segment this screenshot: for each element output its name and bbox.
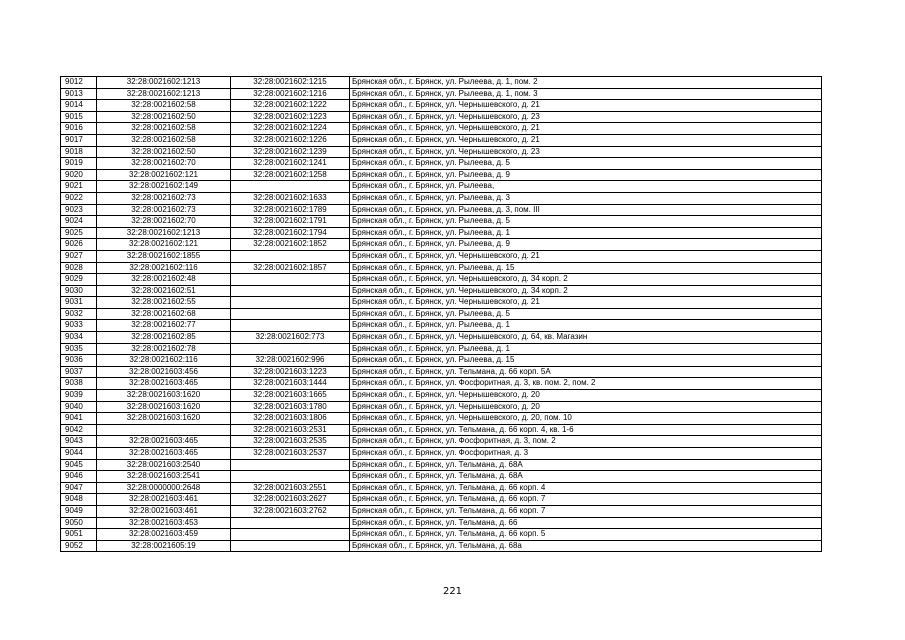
object-cadastral-number-cell: 32:28:0021602:1791 xyxy=(231,216,350,228)
address-cell: Брянская обл., г. Брянск, ул. Рылеева, д. 3, пом. III xyxy=(350,204,822,216)
address-cell: Брянская обл., г. Брянск, ул. Рылеева, д. 1 xyxy=(350,320,822,332)
address-cell: Брянская обл., г. Брянск, ул. Чернышевского, д. 34 корп. 2 xyxy=(350,285,822,297)
row-number-cell: 9013 xyxy=(61,88,97,100)
object-cadastral-number-cell: 32:28:0021602:1633 xyxy=(231,192,350,204)
row-number-cell: 9032 xyxy=(61,308,97,320)
table-row xyxy=(61,494,822,506)
page-number: 221 xyxy=(442,586,463,597)
address-cell: Брянская обл., г. Брянск, ул. Чернышевского, д. 21 xyxy=(350,123,822,135)
register-table xyxy=(60,76,822,552)
address-cell: Брянская обл., г. Брянск, ул. Чернышевского, д. 20, пом. 10 xyxy=(350,413,822,425)
object-cadastral-number-cell xyxy=(231,343,350,355)
row-number-cell: 9017 xyxy=(61,134,97,146)
cadastral-number-cell: 32:28:0021602:73 xyxy=(97,204,231,216)
address-cell: Брянская обл., г. Брянск, ул. Рылеева, д. 5 xyxy=(350,158,822,170)
row-number-cell: 9036 xyxy=(61,355,97,367)
cadastral-number-cell: 32:28:0021603:1620 xyxy=(97,390,231,402)
object-cadastral-number-cell: 32:28:0021603:1223 xyxy=(231,366,350,378)
cadastral-number-cell: 32:28:0021602:121 xyxy=(97,239,231,251)
cadastral-number-cell: 32:28:0021602:116 xyxy=(97,262,231,274)
object-cadastral-number-cell: 32:28:0021603:2627 xyxy=(231,494,350,506)
address-cell: Брянская обл., г. Брянск, ул. Чернышевского, д. 21 xyxy=(350,297,822,309)
cadastral-number-cell: 32:28:0021603:465 xyxy=(97,436,231,448)
table-row xyxy=(61,181,822,193)
address-cell: Брянская обл., г. Брянск, ул. Чернышевского, д. 23 xyxy=(350,111,822,123)
row-number-cell: 9027 xyxy=(61,250,97,262)
cadastral-number-cell: 32:28:0021603:2541 xyxy=(97,471,231,483)
cadastral-number-cell: 32:28:0021602:70 xyxy=(97,216,231,228)
row-number-cell: 9016 xyxy=(61,123,97,135)
cadastral-number-cell: 32:28:0021602:51 xyxy=(97,285,231,297)
cadastral-number-cell: 32:28:0021603:461 xyxy=(97,505,231,517)
cadastral-number-cell: 32:28:0021603:1620 xyxy=(97,401,231,413)
table-row xyxy=(61,482,822,494)
object-cadastral-number-cell: 32:28:0021602:1258 xyxy=(231,169,350,181)
address-cell: Брянская обл., г. Брянск, ул. Рылеева, д. 5 xyxy=(350,216,822,228)
table-row xyxy=(61,250,822,262)
object-cadastral-number-cell: 32:28:0021603:2551 xyxy=(231,482,350,494)
table-row xyxy=(61,88,822,100)
address-cell: Брянская обл., г. Брянск, ул. Рылеева, д. 3 xyxy=(350,192,822,204)
table-row xyxy=(61,262,822,274)
address-cell: Брянская обл., г. Брянск, ул. Рылеева, д. 1 xyxy=(350,343,822,355)
object-cadastral-number-cell: 32:28:0021602:773 xyxy=(231,332,350,344)
row-number-cell: 9021 xyxy=(61,181,97,193)
row-number-cell: 9051 xyxy=(61,529,97,541)
table-row xyxy=(61,401,822,413)
cadastral-number-cell: 32:28:0021602:73 xyxy=(97,192,231,204)
row-number-cell: 9022 xyxy=(61,192,97,204)
table-row xyxy=(61,274,822,286)
row-number-cell: 9026 xyxy=(61,239,97,251)
table-row xyxy=(61,540,822,552)
object-cadastral-number-cell xyxy=(231,274,350,286)
address-cell: Брянская обл., г. Брянск, ул. Чернышевского, д. 23 xyxy=(350,146,822,158)
address-cell: Брянская обл., г. Брянск, ул. Тельмана, д. 66 xyxy=(350,517,822,529)
cadastral-number-cell: 32:28:0000000:2648 xyxy=(97,482,231,494)
cadastral-number-cell: 32:28:0021602:1213 xyxy=(97,77,231,89)
table-row xyxy=(61,239,822,251)
table-row xyxy=(61,320,822,332)
object-cadastral-number-cell xyxy=(231,320,350,332)
register-table-body xyxy=(61,77,822,552)
row-number-cell: 9031 xyxy=(61,297,97,309)
object-cadastral-number-cell: 32:28:0021602:1215 xyxy=(231,77,350,89)
object-cadastral-number-cell xyxy=(231,297,350,309)
object-cadastral-number-cell: 32:28:0021602:1223 xyxy=(231,111,350,123)
object-cadastral-number-cell: 32:28:0021603:1780 xyxy=(231,401,350,413)
cadastral-number-cell: 32:28:0021603:459 xyxy=(97,529,231,541)
table-row xyxy=(61,390,822,402)
row-number-cell: 9047 xyxy=(61,482,97,494)
address-cell: Брянская обл., г. Брянск, ул. Фосфоритная, д. 3 xyxy=(350,448,822,460)
address-cell: Брянская обл., г. Брянск, ул. Рылеева, д. 15 xyxy=(350,355,822,367)
cadastral-number-cell: 32:28:0021603:453 xyxy=(97,517,231,529)
address-cell: Брянская обл., г. Брянск, ул. Чернышевского, д. 20 xyxy=(350,390,822,402)
object-cadastral-number-cell xyxy=(231,285,350,297)
address-cell: Брянская обл., г. Брянск, ул. Рылеева, д. 1, пом. 3 xyxy=(350,88,822,100)
address-cell: Брянская обл., г. Брянск, ул. Тельмана, д. 66 корп. 5А xyxy=(350,366,822,378)
cadastral-number-cell: 32:28:0021602:58 xyxy=(97,123,231,135)
object-cadastral-number-cell: 32:28:0021602:1239 xyxy=(231,146,350,158)
object-cadastral-number-cell xyxy=(231,459,350,471)
object-cadastral-number-cell: 32:28:0021602:1216 xyxy=(231,88,350,100)
table-row xyxy=(61,424,822,436)
address-cell: Брянская обл., г. Брянск, ул. Тельмана, д. 66 корп. 7 xyxy=(350,505,822,517)
cadastral-number-cell: 32:28:0021602:1213 xyxy=(97,88,231,100)
row-number-cell: 9014 xyxy=(61,100,97,112)
object-cadastral-number-cell: 32:28:0021602:1222 xyxy=(231,100,350,112)
cadastral-number-cell: 32:28:0021605:19 xyxy=(97,540,231,552)
row-number-cell: 9018 xyxy=(61,146,97,158)
table-row xyxy=(61,77,822,89)
row-number-cell: 9040 xyxy=(61,401,97,413)
object-cadastral-number-cell: 32:28:0021603:2762 xyxy=(231,505,350,517)
object-cadastral-number-cell: 32:28:0021603:2535 xyxy=(231,436,350,448)
table-row xyxy=(61,343,822,355)
object-cadastral-number-cell: 32:28:0021602:1852 xyxy=(231,239,350,251)
address-cell: Брянская обл., г. Брянск, ул. Тельмана, д. 68а xyxy=(350,540,822,552)
table-row xyxy=(61,459,822,471)
cadastral-number-cell: 32:28:0021602:50 xyxy=(97,111,231,123)
table-row xyxy=(61,158,822,170)
cadastral-number-cell: 32:28:0021602:48 xyxy=(97,274,231,286)
object-cadastral-number-cell: 32:28:0021603:1806 xyxy=(231,413,350,425)
row-number-cell: 9035 xyxy=(61,343,97,355)
table-row xyxy=(61,505,822,517)
table-row xyxy=(61,517,822,529)
object-cadastral-number-cell xyxy=(231,529,350,541)
cadastral-number-cell: 32:28:0021602:85 xyxy=(97,332,231,344)
object-cadastral-number-cell xyxy=(231,471,350,483)
table-row xyxy=(61,100,822,112)
cadastral-number-cell: 32:28:0021603:1620 xyxy=(97,413,231,425)
cadastral-number-cell: 32:28:0021603:465 xyxy=(97,448,231,460)
row-number-cell: 9043 xyxy=(61,436,97,448)
address-cell: Брянская обл., г. Брянск, ул. Чернышевского, д. 21 xyxy=(350,134,822,146)
row-number-cell: 9030 xyxy=(61,285,97,297)
address-cell: Брянская обл., г. Брянск, ул. Тельмана, д. 66 корп. 4, кв. 1-6 xyxy=(350,424,822,436)
table-row xyxy=(61,123,822,135)
row-number-cell: 9045 xyxy=(61,459,97,471)
object-cadastral-number-cell: 32:28:0021603:1665 xyxy=(231,390,350,402)
object-cadastral-number-cell: 32:28:0021602:1224 xyxy=(231,123,350,135)
address-cell: Брянская обл., г. Брянск, ул. Рылеева, д. 9 xyxy=(350,239,822,251)
object-cadastral-number-cell xyxy=(231,308,350,320)
cadastral-number-cell: 32:28:0021602:58 xyxy=(97,100,231,112)
address-cell: Брянская обл., г. Брянск, ул. Тельмана, д. 66 корп. 5 xyxy=(350,529,822,541)
object-cadastral-number-cell: 32:28:0021603:2531 xyxy=(231,424,350,436)
address-cell: Брянская обл., г. Брянск, ул. Фосфоритная, д. 3, пом. 2 xyxy=(350,436,822,448)
address-cell: Брянская обл., г. Брянск, ул. Рылеева, д. 5 xyxy=(350,308,822,320)
object-cadastral-number-cell: 32:28:0021602:1857 xyxy=(231,262,350,274)
cadastral-number-cell: 32:28:0021602:149 xyxy=(97,181,231,193)
object-cadastral-number-cell xyxy=(231,540,350,552)
address-cell: Брянская обл., г. Брянск, ул. Чернышевского, д. 34 корп. 2 xyxy=(350,274,822,286)
cadastral-number-cell: 32:28:0021602:1855 xyxy=(97,250,231,262)
cadastral-number-cell xyxy=(97,424,231,436)
address-cell: Брянская обл., г. Брянск, ул. Тельмана, д. 66 корп. 4 xyxy=(350,482,822,494)
row-number-cell: 9028 xyxy=(61,262,97,274)
table-row xyxy=(61,297,822,309)
table-row xyxy=(61,332,822,344)
address-cell: Брянская обл., г. Брянск, ул. Тельмана, д. 68А xyxy=(350,471,822,483)
row-number-cell: 9020 xyxy=(61,169,97,181)
table-row xyxy=(61,366,822,378)
table-row xyxy=(61,529,822,541)
cadastral-number-cell: 32:28:0021602:1213 xyxy=(97,227,231,239)
cadastral-number-cell: 32:28:0021602:121 xyxy=(97,169,231,181)
address-cell: Брянская обл., г. Брянск, ул. Чернышевского, д. 64, кв. Магазин xyxy=(350,332,822,344)
table-row xyxy=(61,471,822,483)
row-number-cell: 9044 xyxy=(61,448,97,460)
table-row xyxy=(61,413,822,425)
table-row xyxy=(61,227,822,239)
row-number-cell: 9034 xyxy=(61,332,97,344)
table-row xyxy=(61,436,822,448)
row-number-cell: 9015 xyxy=(61,111,97,123)
row-number-cell: 9024 xyxy=(61,216,97,228)
cadastral-number-cell: 32:28:0021602:116 xyxy=(97,355,231,367)
row-number-cell: 9052 xyxy=(61,540,97,552)
cadastral-number-cell: 32:28:0021603:456 xyxy=(97,366,231,378)
row-number-cell: 9029 xyxy=(61,274,97,286)
table-row xyxy=(61,285,822,297)
table-row xyxy=(61,192,822,204)
row-number-cell: 9050 xyxy=(61,517,97,529)
cadastral-number-cell: 32:28:0021603:2540 xyxy=(97,459,231,471)
table-row xyxy=(61,146,822,158)
address-cell: Брянская обл., г. Брянск, ул. Чернышевского, д. 21 xyxy=(350,250,822,262)
table-row xyxy=(61,308,822,320)
address-cell: Брянская обл., г. Брянск, ул. Рылеева, д. 15 xyxy=(350,262,822,274)
object-cadastral-number-cell: 32:28:0021603:1444 xyxy=(231,378,350,390)
table-row xyxy=(61,216,822,228)
object-cadastral-number-cell: 32:28:0021602:1226 xyxy=(231,134,350,146)
row-number-cell: 9049 xyxy=(61,505,97,517)
row-number-cell: 9039 xyxy=(61,390,97,402)
address-cell: Брянская обл., г. Брянск, ул. Тельмана, д. 66 корп. 7 xyxy=(350,494,822,506)
address-cell: Брянская обл., г. Брянск, ул. Чернышевского, д. 21 xyxy=(350,100,822,112)
address-cell: Брянская обл., г. Брянск, ул. Рылеева, д. 1, пом. 2 xyxy=(350,77,822,89)
object-cadastral-number-cell: 32:28:0021602:996 xyxy=(231,355,350,367)
table-row xyxy=(61,448,822,460)
address-cell: Брянская обл., г. Брянск, ул. Фосфоритная, д. 3, кв. пом. 2, пом. 2 xyxy=(350,378,822,390)
row-number-cell: 9033 xyxy=(61,320,97,332)
table-row xyxy=(61,134,822,146)
table-row xyxy=(61,111,822,123)
cadastral-number-cell: 32:28:0021602:58 xyxy=(97,134,231,146)
address-cell: Брянская обл., г. Брянск, ул. Рылеева, д. 1 xyxy=(350,227,822,239)
cadastral-number-cell: 32:28:0021603:465 xyxy=(97,378,231,390)
row-number-cell: 9042 xyxy=(61,424,97,436)
object-cadastral-number-cell xyxy=(231,181,350,193)
table-row xyxy=(61,378,822,390)
object-cadastral-number-cell: 32:28:0021603:2537 xyxy=(231,448,350,460)
cadastral-number-cell: 32:28:0021602:55 xyxy=(97,297,231,309)
row-number-cell: 9019 xyxy=(61,158,97,170)
row-number-cell: 9048 xyxy=(61,494,97,506)
address-cell: Брянская обл., г. Брянск, ул. Тельмана, д. 68А xyxy=(350,459,822,471)
cadastral-number-cell: 32:28:0021602:50 xyxy=(97,146,231,158)
table-row xyxy=(61,355,822,367)
cadastral-number-cell: 32:28:0021603:461 xyxy=(97,494,231,506)
address-cell: Брянская обл., г. Брянск, ул. Чернышевского, д. 20 xyxy=(350,401,822,413)
row-number-cell: 9012 xyxy=(61,77,97,89)
row-number-cell: 9025 xyxy=(61,227,97,239)
object-cadastral-number-cell xyxy=(231,250,350,262)
object-cadastral-number-cell xyxy=(231,517,350,529)
cadastral-number-cell: 32:28:0021602:78 xyxy=(97,343,231,355)
object-cadastral-number-cell: 32:28:0021602:1241 xyxy=(231,158,350,170)
row-number-cell: 9038 xyxy=(61,378,97,390)
object-cadastral-number-cell: 32:28:0021602:1789 xyxy=(231,204,350,216)
address-cell: Брянская обл., г. Брянск, ул. Рылеева, xyxy=(350,181,822,193)
table-row xyxy=(61,169,822,181)
object-cadastral-number-cell: 32:28:0021602:1794 xyxy=(231,227,350,239)
cadastral-number-cell: 32:28:0021602:77 xyxy=(97,320,231,332)
row-number-cell: 9041 xyxy=(61,413,97,425)
cadastral-number-cell: 32:28:0021602:70 xyxy=(97,158,231,170)
cadastral-number-cell: 32:28:0021602:68 xyxy=(97,308,231,320)
row-number-cell: 9023 xyxy=(61,204,97,216)
row-number-cell: 9037 xyxy=(61,366,97,378)
row-number-cell: 9046 xyxy=(61,471,97,483)
table-row xyxy=(61,204,822,216)
address-cell: Брянская обл., г. Брянск, ул. Рылеева, д. 9 xyxy=(350,169,822,181)
